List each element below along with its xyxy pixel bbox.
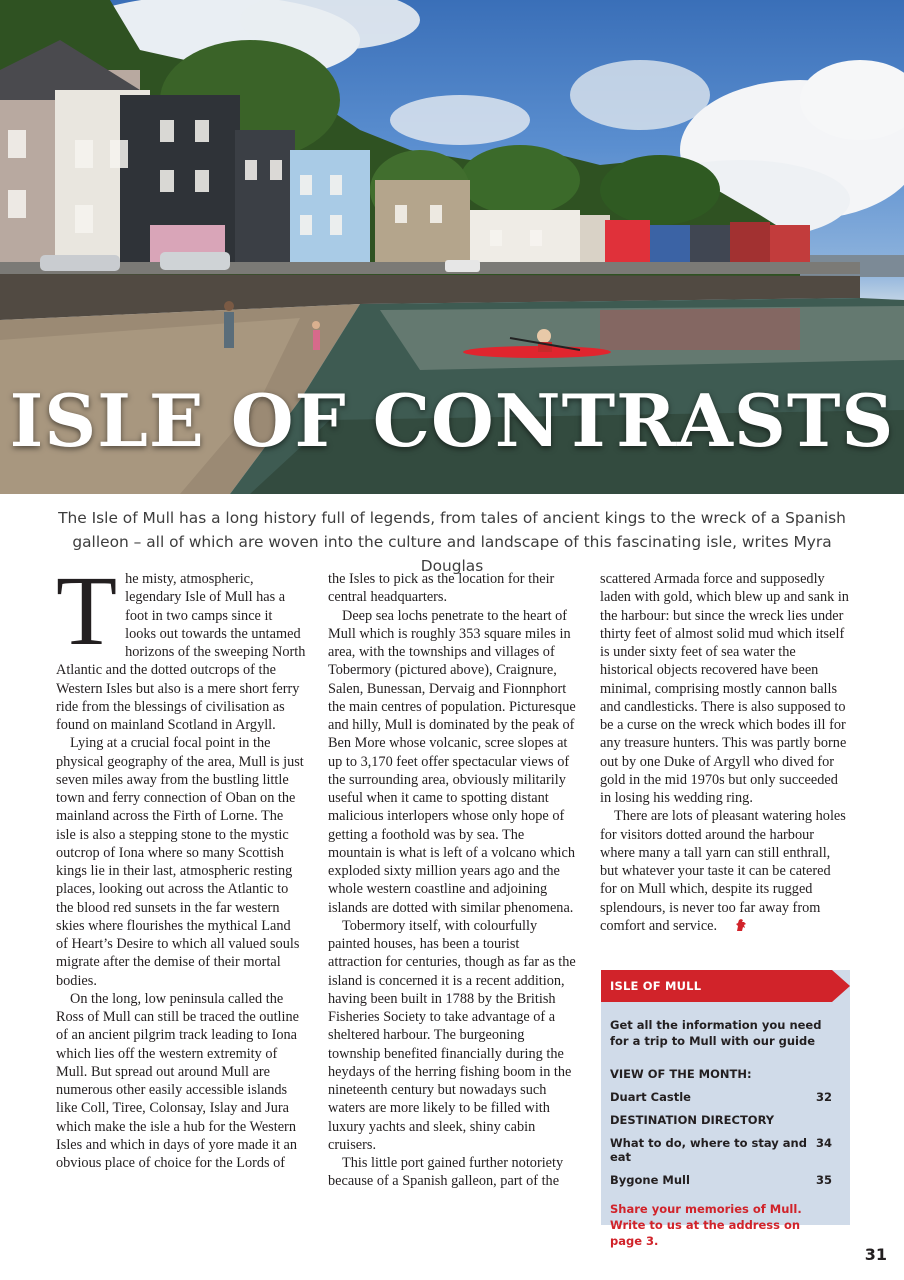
- article-paragraph: [56, 555, 306, 734]
- info-row-label: What to do, where to stay and eat: [610, 1136, 807, 1164]
- info-row-label: Duart Castle: [610, 1090, 691, 1104]
- cta-line: Share your memories of Mull.: [610, 1202, 802, 1216]
- lion-rampant-icon: [720, 918, 748, 937]
- cta-line: Write to us at the address on page 3.: [610, 1218, 801, 1248]
- article-column-3: [600, 570, 850, 937]
- info-box-title: ISLE OF MULL: [610, 979, 702, 993]
- info-intro: Get all the information you need for a trip to Mull with our guide: [610, 1018, 822, 1048]
- article-paragraph: Deep sea lochs penetrate to the heart of Mull which is roughly 353 square miles in area, with the townships and villages of Tobermory (pictured above), Craignure, Salen, Bunessan, Dervaig and Fionnphort the main centres of population. Picturesque and hilly, Mull is dominated by the peak of Ben More whose volcanic, scree slopes at up to 3,170 feet offer spectacular views of the surrounding area, obviously militarily useful when it came to spotting distant malicious interlopers whose only hope of getting a foothold was by sea. The mountain is what is left of a volcano which exploded sixty million years ago and the whole western coastline and adjoining islands are dotted with similar phenomena.: [328, 607, 576, 916]
- info-row-page: 32: [815, 1090, 832, 1104]
- article-paragraph: Tobermory itself, with colourfully painted houses, has been a tourist attraction for centuries, though as far as the island is concerned it is a recent addition, having been built in 1788 by the British Fisheries Society to take advantage of a sheltered harbour. The burgeoning township benefited financially during the heydays of the herring fishing boom in the nineteenth century but nowadays such waters are more likely to be filled with luxury yachts and sleek, shiny cabin cruisers.: [328, 917, 576, 1153]
- page-number: 31: [864, 1245, 887, 1264]
- info-box-content: [610, 1018, 832, 1249]
- article-paragraph: On the long, low peninsula called the Ross of Mull can still be traced the outline of an ancient pilgrim track leading to Iona which lies off the western extremity of Mull. But spread out around Mull are numerous other easily accessible islands like Coll, Tiree, Colonsay, Islay and Jura which make the isle a hub for the Western Isles and which in days of yore made it an obvious place of choice for the Lords of: [56, 990, 299, 1171]
- article-paragraph: Lying at a crucial focal point in the physical geography of the area, Mull is just seven miles away from the bustling little town and ferry connection of Oban on the mainland across the Firth of Lorne. The isle is also a stepping stone to the mystic outcrop of Iona where so many Scottish kings lie in their last, atmospheric resting places, looking out across the Atlantic to the blood red sunsets in the far western skies where flourishes the mythical Land of Heart’s Desire to which all valued souls migrate after the demise of their mortal bodies.: [56, 735, 304, 989]
- info-call-to-action: [610, 1201, 832, 1249]
- paragraph-text: he misty, atmospheric, legendary Isle of Mull has a foot in two camps since it looks out towards the untamed horizons of the sweeping North Atlantic and the dotted outcrops of the Western Isles but also is a mere short ferry ride from the blessings of civilisation as found on mainland Scotland in Argyll.: [56, 571, 306, 733]
- article-paragraph: the Isles to pick as the location for their central headquarters.: [328, 571, 555, 606]
- info-row-page: 35: [815, 1173, 832, 1187]
- info-section-heading: VIEW OF THE MONTH:: [610, 1067, 752, 1081]
- article-paragraph: scattered Armada force and supposedly laden with gold, which blew up and sank in the harbour: but since the wreck lies under thirty feet of almost solid mud which itself is under sixty feet of sea water the historical objects recovered have been minimal, comprising mostly cannon balls and candlesticks. There is also supposed to be a curse on the wreck which bodes ill for any treasure hunters. This was partly borne out by one Duke of Argyll who dived for gold in the mid 1970s but only succeeded in losing his wedding ring.: [600, 571, 849, 806]
- article-title: ISLE OF CONTRASTS: [9, 378, 895, 463]
- article-paragraph: [600, 807, 850, 937]
- info-row-label: Bygone Mull: [610, 1173, 690, 1187]
- info-section-heading: DESTINATION DIRECTORY: [610, 1113, 775, 1127]
- info-row: [610, 1173, 832, 1187]
- standfirst: The Isle of Mull has a long history full of legends, from tales of ancient kings to the wreck of a Spanish galleon – all of which are woven into the culture and landscape of this fascinating isle, writes Myra Douglas: [58, 509, 846, 575]
- info-box: [601, 970, 850, 1248]
- info-box-header: [601, 970, 850, 1002]
- article-paragraph: This little port gained further notoriety because of a Spanish galleon, part of the: [328, 1155, 564, 1190]
- drop-cap: T: [56, 555, 118, 666]
- info-row-page: 34: [815, 1136, 832, 1150]
- article-column-1: [56, 555, 306, 1172]
- article-column-2: [328, 570, 576, 1191]
- hero-photo: [0, 0, 904, 494]
- paragraph-text: There are lots of pleasant watering holes for visitors dotted around the harbour where many a tall yarn can still enthrall, but whatever your taste it can be catered for on Mull which, despite its rugged splendours, is never too far away from comfort and service.: [600, 808, 846, 934]
- info-row: [610, 1090, 832, 1104]
- info-row: [610, 1136, 832, 1164]
